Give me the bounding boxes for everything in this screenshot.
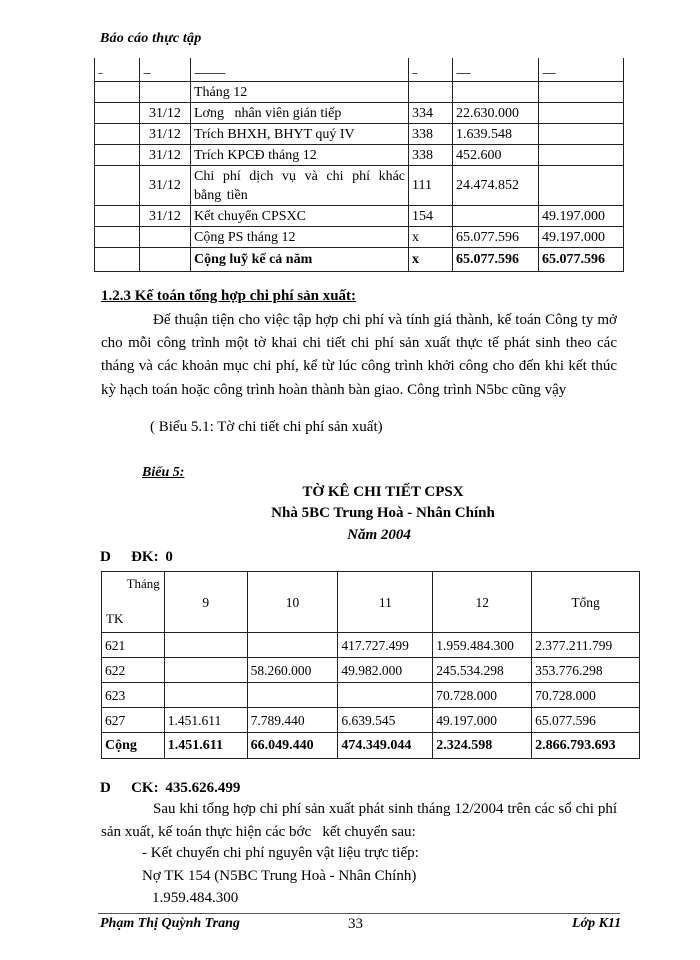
account-cell: x	[409, 248, 453, 272]
value-cell: 70.728.000	[532, 683, 640, 708]
credit-cell	[539, 145, 624, 166]
cost-summary-table	[101, 571, 640, 759]
closing-paragraph: Sau khi tổng hợp chi phí sản xuất phát sinh tháng 12/2004 trên các sổ chi phí sản xuất, kế toán thực hiện các bớc kết chuyển sau:	[101, 801, 621, 841]
date-cell	[140, 82, 191, 103]
value-cell: 2.866.793.693	[532, 733, 640, 759]
value-cell: 1.451.611	[164, 733, 247, 759]
column-header: 11	[338, 572, 433, 633]
closing-line-2: Nợ TK 154 (N5BC Trung Hoà - Nhân Chính)	[142, 868, 417, 884]
credit-cell	[539, 124, 624, 145]
opening-balance: D ĐK: 0	[100, 549, 173, 565]
table-row	[95, 103, 624, 124]
account-cell: 622	[102, 658, 165, 683]
debit-cell: 22.630.000	[453, 103, 539, 124]
description-cell: Trích BHXH, BHYT quý IV	[191, 124, 409, 145]
page-number: 33	[348, 916, 363, 930]
description-cell: Lơng nhân viên gián tiếp	[191, 103, 409, 124]
credit-cell: 49.197.000	[539, 206, 624, 227]
table-header-row	[102, 572, 640, 633]
value-cell: 65.077.596	[532, 708, 640, 733]
account-cell: x	[409, 227, 453, 248]
column-header: Tổng	[532, 572, 640, 633]
value-cell	[164, 658, 247, 683]
description-cell: Trích KPCĐ tháng 12	[191, 145, 409, 166]
value-cell	[164, 683, 247, 708]
value-cell: 245.534.298	[433, 658, 532, 683]
credit-cell: 49.197.000	[539, 227, 624, 248]
closing-balance: D CK: 435.626.499	[100, 780, 241, 796]
account-cell: 627	[102, 708, 165, 733]
closing-line-1: - Kết chuyển chi phí nguyên vật liệu trực tiếp:	[142, 845, 419, 861]
value-cell	[164, 633, 247, 658]
table-cell	[95, 103, 140, 124]
running-head: Báo cáo thực tập	[100, 31, 202, 46]
table-cell: .......	[140, 58, 191, 82]
ledger-table	[94, 58, 624, 272]
date-cell: 31/12	[140, 103, 191, 124]
debit-cell: 24.474.852	[453, 166, 539, 206]
column-header: 12	[433, 572, 532, 633]
date-cell: 31/12	[140, 124, 191, 145]
table-cell	[95, 82, 140, 103]
value-cell: 70.728.000	[433, 683, 532, 708]
table-cell	[95, 227, 140, 248]
value-cell: 2.324.598	[433, 733, 532, 759]
debit-cell	[453, 82, 539, 103]
value-cell	[247, 683, 338, 708]
column-header: 9	[164, 572, 247, 633]
description-cell: Kết chuyển CPSXC	[191, 206, 409, 227]
table-cell: .............	[539, 58, 624, 82]
column-header: 10	[247, 572, 338, 633]
form-year: Năm 2004	[347, 527, 411, 543]
date-cell: 31/12	[140, 145, 191, 166]
table-cell	[95, 206, 140, 227]
form-label: Biểu 5:	[142, 465, 185, 480]
account-cell: 338	[409, 145, 453, 166]
table-row-placeholder	[95, 58, 624, 82]
table-cell: .....	[409, 58, 453, 82]
footer-divider	[98, 913, 620, 914]
debit-cell	[453, 206, 539, 227]
value-cell: 6.639.545	[338, 708, 433, 733]
credit-cell	[539, 103, 624, 124]
closing-amount: 1.959.484.300	[152, 890, 239, 906]
value-cell: 2.377.211.799	[532, 633, 640, 658]
table-row	[102, 708, 640, 733]
date-cell	[140, 248, 191, 272]
table-row-subtotal	[95, 227, 624, 248]
value-cell: 1.959.484.300	[433, 633, 532, 658]
footer-author: Phạm Thị Quỳnh Trang	[100, 916, 240, 930]
value-cell: 7.789.440	[247, 708, 338, 733]
value-cell: 353.776.298	[532, 658, 640, 683]
account-cell	[409, 82, 453, 103]
table-row	[102, 683, 640, 708]
table-row	[95, 82, 624, 103]
table-row	[95, 166, 624, 206]
account-cell: 338	[409, 124, 453, 145]
value-cell: 417.727.499	[338, 633, 433, 658]
credit-cell: 65.077.596	[539, 248, 624, 272]
table-row-total	[102, 733, 640, 759]
account-cell: 111	[409, 166, 453, 206]
description-cell: Chi phí dịch vụ và chi phí khác bằng tiền	[191, 166, 409, 206]
value-cell	[338, 683, 433, 708]
table-row	[95, 145, 624, 166]
description-cell: Cộng luỹ kế cả năm	[191, 248, 409, 272]
table-cell: ...............................	[191, 58, 409, 82]
debit-cell: 65.077.596	[453, 227, 539, 248]
account-cell: 154	[409, 206, 453, 227]
table-cell	[95, 248, 140, 272]
credit-cell	[539, 82, 624, 103]
value-cell: 49.982.000	[338, 658, 433, 683]
value-cell: 58.260.000	[247, 658, 338, 683]
description-cell: Tháng 12	[191, 82, 409, 103]
corner-header-cell	[102, 572, 165, 633]
table-row	[95, 206, 624, 227]
table-cell: ....	[95, 58, 140, 82]
account-cell: 334	[409, 103, 453, 124]
corner-month-label: Tháng	[126, 576, 160, 591]
table-cell: ..............	[453, 58, 539, 82]
corner-account-label: TK	[106, 611, 124, 626]
debit-cell: 65.077.596	[453, 248, 539, 272]
date-cell	[140, 227, 191, 248]
section-paragraph: Để thuận tiện cho việc tập hợp chi phí và tính giá thành, kế toán Công ty mở cho mỗi công trình một tờ khai chi tiết chi phí sản xuất thực tế phát sinh theo các tháng và các khoản mục chi phí, kể từ lúc công trình khởi công cho đến khi kết thúc kỳ hạch toán hoặc công trình hoàn thành bàn giao. Công trình N5bc cũng vậy	[101, 312, 617, 398]
section-heading: 1.2.3 Kế toán tổng hợp chi phí sản xuất:	[101, 288, 357, 304]
table-cell	[95, 124, 140, 145]
value-cell: 1.451.611	[164, 708, 247, 733]
value-cell: 474.349.044	[338, 733, 433, 759]
table-cell	[95, 166, 140, 206]
table-row	[95, 124, 624, 145]
footer-class: Lớp K11	[572, 916, 622, 930]
value-cell: 49.197.000	[433, 708, 532, 733]
table-row-total	[95, 248, 624, 272]
debit-cell: 1.639.548	[453, 124, 539, 145]
account-cell: 621	[102, 633, 165, 658]
form-title: TỜ KÊ CHI TIẾT CPSX	[302, 484, 464, 500]
account-cell: 623	[102, 683, 165, 708]
value-cell	[247, 633, 338, 658]
credit-cell	[539, 166, 624, 206]
date-cell: 31/12	[140, 166, 191, 206]
table-cell	[95, 145, 140, 166]
figure-caption: ( Biểu 5.1: Tờ chi tiết chi phí sản xuất)	[150, 419, 383, 435]
account-cell: Cộng	[102, 733, 165, 759]
table-row	[102, 658, 640, 683]
table-row	[102, 633, 640, 658]
form-subtitle: Nhà 5BC Trung Hoà - Nhân Chính	[271, 505, 495, 521]
debit-cell: 452.600	[453, 145, 539, 166]
description-cell: Cộng PS tháng 12	[191, 227, 409, 248]
date-cell: 31/12	[140, 206, 191, 227]
value-cell: 66.049.440	[247, 733, 338, 759]
